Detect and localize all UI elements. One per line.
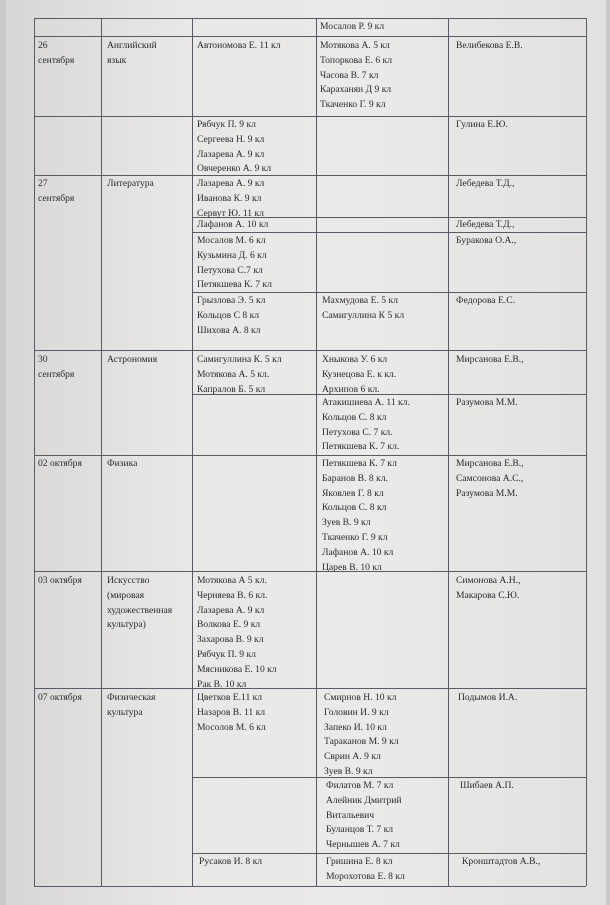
student-entry: Самигуллина К 5 кл (322, 309, 405, 321)
subject-line: Искусство (107, 575, 150, 586)
students-cell (197, 234, 272, 293)
student-entry: Лафанов А. 10 кл (197, 219, 269, 230)
student-entry: Кузьмина Д. 6 кл (197, 249, 267, 261)
subject-line: (мировая (107, 589, 145, 601)
student-entry: Витальевич (326, 809, 375, 821)
students-cell (197, 218, 268, 233)
table-rule (101, 18, 102, 886)
date-cell (38, 457, 82, 472)
table-rule (34, 175, 586, 176)
students-cell (199, 855, 262, 870)
student-entry: Ткаченко Г. 9 кл (320, 99, 386, 111)
table-rule (192, 853, 586, 854)
date-line: сентября (38, 368, 75, 380)
student-entry: Сергеева Н. 9 кл (197, 133, 265, 145)
teacher-entry: Самсонова А.С., (456, 472, 524, 484)
table-rule (586, 18, 587, 886)
teacher-cell (462, 855, 540, 870)
student-entry: Самигуллина К. 5 кл (197, 354, 282, 365)
table-rule (34, 688, 586, 689)
teacher-entry: Буракова О.А., (456, 235, 517, 246)
teacher-entry: Лебедева Т.Д., (456, 178, 515, 189)
teacher-cell (456, 218, 514, 233)
teacher-entry: Лебедева Т.Д., (456, 219, 515, 230)
date-cell (38, 353, 74, 383)
date-line: сентября (38, 54, 75, 66)
student-entry: Рябчук П. 9 кл (197, 119, 256, 130)
table-rule (34, 350, 586, 351)
table-rule (192, 18, 193, 886)
students-cell (197, 39, 281, 54)
date-line: 27 (38, 178, 48, 189)
student-entry: Зуев В. 9 кл (322, 517, 371, 529)
student-entry: Морохотова Е. 8 кл (326, 870, 405, 882)
teacher-entry: Разумова М.М. (456, 487, 518, 499)
date-cell (38, 39, 74, 69)
date-line: 03 октября (38, 575, 82, 586)
student-entry: Махмудова Е. 5 кл (322, 295, 398, 306)
student-entry: Яковлев Г. 8 кл (322, 487, 384, 499)
student-entry: Мосолов М. 6 кл (197, 721, 266, 733)
student-entry: Запеко И. 10 кл (324, 721, 387, 733)
teacher-entry: Федорова Е.С. (456, 295, 516, 306)
student-entry: Сервут Ю. 11 кл (197, 207, 264, 219)
student-entry: Зуев В. 9 кл (324, 765, 373, 777)
students-cell (197, 177, 264, 221)
student-entry: Кольцов С. 8 кл (322, 411, 387, 423)
teacher-cell (456, 294, 515, 309)
student-entry: Черняева В. 6 кл. (197, 589, 268, 601)
student-entry: Русаков И. 8 кл (199, 856, 263, 867)
table-rule (34, 116, 586, 117)
student-entry: Лазарева А. 9 кл (197, 148, 265, 160)
subject-line: язык (107, 54, 127, 66)
student-entry: Капралов Б. 5 кл (197, 383, 266, 395)
table-rule (34, 571, 586, 572)
table-rule (34, 18, 35, 886)
student-entry: Лазарева А. 9 кл (197, 604, 265, 616)
table-rule (34, 36, 586, 37)
subject-line: культура (107, 706, 143, 718)
student-entry: Автономова Е. 11 кл (197, 40, 281, 51)
student-entry: Смирнов Н. 10 кл (324, 692, 397, 703)
subject-line: культура) (107, 619, 146, 631)
student-entry: Лафанов А. 10 кл (322, 546, 394, 558)
teacher-cell (456, 574, 520, 604)
student-entry: Волкова Е. 9 кл (197, 619, 261, 631)
subject-cell (107, 177, 154, 192)
students-cell (197, 691, 266, 735)
students-cell (326, 855, 405, 885)
teacher-cell (456, 396, 518, 411)
subject-line: Английский (107, 40, 157, 51)
teacher-entry: Кронштадтов А.В., (462, 856, 541, 867)
student-entry: Ткаченко Г. 9 кл (322, 531, 388, 543)
table-rule (448, 18, 449, 886)
student-entry: Филатов М. 7 кл (326, 780, 394, 791)
student-entry: Мосалов М. 6 кл (197, 235, 266, 246)
student-entry: Петухова С.7 кл (197, 264, 263, 276)
students-cell (322, 353, 396, 397)
student-entry: Шихова А. 8 кл (197, 324, 261, 336)
students-cell (326, 779, 402, 853)
student-entry: Петякшева К. 7 кл (197, 279, 272, 291)
student-entry: Мясникова Е. 10 кл (197, 663, 277, 675)
subject-cell (107, 574, 172, 633)
teacher-cell (456, 177, 514, 192)
subject-line: Физическая (107, 692, 156, 703)
student-entry: Тараканов М. 9 кл (324, 736, 399, 748)
date-line: 30 (38, 354, 48, 365)
teacher-entry: Подымов И.А. (458, 692, 518, 703)
student-entry: Рак В. 10 кл (197, 678, 247, 690)
student-entry: Архипов 6 кл. (322, 383, 380, 395)
teacher-cell (456, 118, 508, 133)
student-entry: Мосалов Р. 9 кл (320, 21, 385, 32)
teacher-entry: Симонова А.Н., (456, 575, 521, 586)
student-entry: Баранов В. 8 кл. (322, 472, 388, 484)
student-entry: Петякшева К. 7 кл (322, 458, 397, 469)
student-entry: Кольцов С 8 кл (197, 309, 260, 321)
students-cell (322, 457, 397, 575)
students-cell (320, 39, 392, 113)
student-entry: Атакишиева А. 11 кл. (322, 397, 410, 408)
student-entry: Мотякова А 5 кл. (197, 575, 267, 586)
student-entry: Сврин А. 9 кл (324, 751, 381, 763)
students-cell (320, 20, 384, 35)
students-cell (322, 294, 404, 324)
student-entry: Буланцов Т. 7 кл (326, 824, 394, 836)
teacher-entry: Мирсанова Е.В., (456, 458, 524, 469)
student-entry: Царев В. 10 кл (322, 561, 382, 573)
table-rule (316, 18, 317, 886)
students-cell (324, 691, 399, 780)
teacher-entry: Гулина Е.Ю. (456, 119, 508, 130)
student-entry: Караханян Д 9 кл (320, 84, 392, 96)
students-cell (197, 353, 282, 397)
teacher-cell (456, 234, 516, 249)
student-entry: Овчеренко А. 9 кл (197, 163, 272, 175)
student-entry: Мотякова А. 5 кл. (197, 368, 270, 380)
subject-cell (107, 691, 155, 721)
students-cell (197, 574, 277, 692)
table-rule (34, 455, 586, 456)
table-rule (34, 18, 586, 19)
student-entry: Хныкова У. 6 кл (322, 354, 388, 365)
teacher-entry: Разумова М.М. (456, 397, 518, 408)
subject-cell (107, 39, 157, 69)
student-entry: Кузнецова Е. к кл. (322, 368, 397, 380)
document-page (6, 0, 606, 905)
student-entry: Захарова В. 9 кл (197, 634, 264, 646)
student-entry: Грызлова Э. 5 кл (197, 295, 266, 306)
student-entry: Кольцов С. 8 кл (322, 502, 387, 514)
date-cell (38, 691, 82, 706)
subject-cell (107, 457, 137, 472)
date-line: сентября (38, 192, 75, 204)
teacher-cell (458, 691, 517, 706)
student-entry: Гришина Е. 8 кл (326, 856, 393, 867)
student-entry: Цветков Е.11 кл (197, 692, 263, 703)
student-entry: Петухова С. 7 кл. (322, 426, 393, 438)
students-cell (322, 396, 410, 455)
subject-line: Физика (107, 458, 138, 469)
subject-line: художественная (107, 604, 173, 616)
student-entry: Алейник Дмитрий (326, 794, 402, 806)
teacher-entry: Макарова С.Ю. (456, 589, 520, 601)
subject-line: Литература (107, 178, 154, 189)
teacher-cell (456, 353, 524, 368)
teacher-cell (456, 457, 524, 501)
student-entry: Головин И. 9 кл (324, 706, 389, 718)
teacher-cell (456, 39, 523, 54)
student-entry: Иванова К. 9 кл (197, 192, 262, 204)
table-rule (34, 886, 586, 887)
student-entry: Назаров В. 11 кл (197, 706, 266, 718)
students-cell (197, 118, 271, 177)
student-entry: Топоркова Е. 6 кл (320, 54, 392, 66)
student-entry: Часова В. 7 кл (320, 69, 379, 81)
subject-cell (107, 353, 157, 368)
student-entry: Мотякова А. 5 кл (320, 40, 390, 51)
teacher-entry: Велибекова Е.В. (456, 40, 523, 51)
date-line: 02 октября (38, 458, 82, 469)
date-line: 07 октября (38, 692, 82, 703)
date-line: 26 (38, 40, 48, 51)
teacher-entry: Мирсанова Е.В., (456, 354, 524, 365)
student-entry: Рябчук П. 9 кл (197, 648, 256, 660)
subject-line: Астрономия (107, 354, 158, 365)
date-cell (38, 177, 74, 207)
student-entry: Лазарева А. 9 кл (197, 178, 265, 189)
teacher-entry: Шибаев А.П. (460, 780, 514, 791)
students-cell (197, 294, 265, 338)
olympiad-schedule-table (6, 0, 606, 905)
student-entry: Петякшева К. 7 кл. (322, 441, 400, 453)
teacher-cell (460, 779, 514, 794)
student-entry: Чернышев А. 7 кл (326, 839, 400, 851)
date-cell (38, 574, 82, 589)
